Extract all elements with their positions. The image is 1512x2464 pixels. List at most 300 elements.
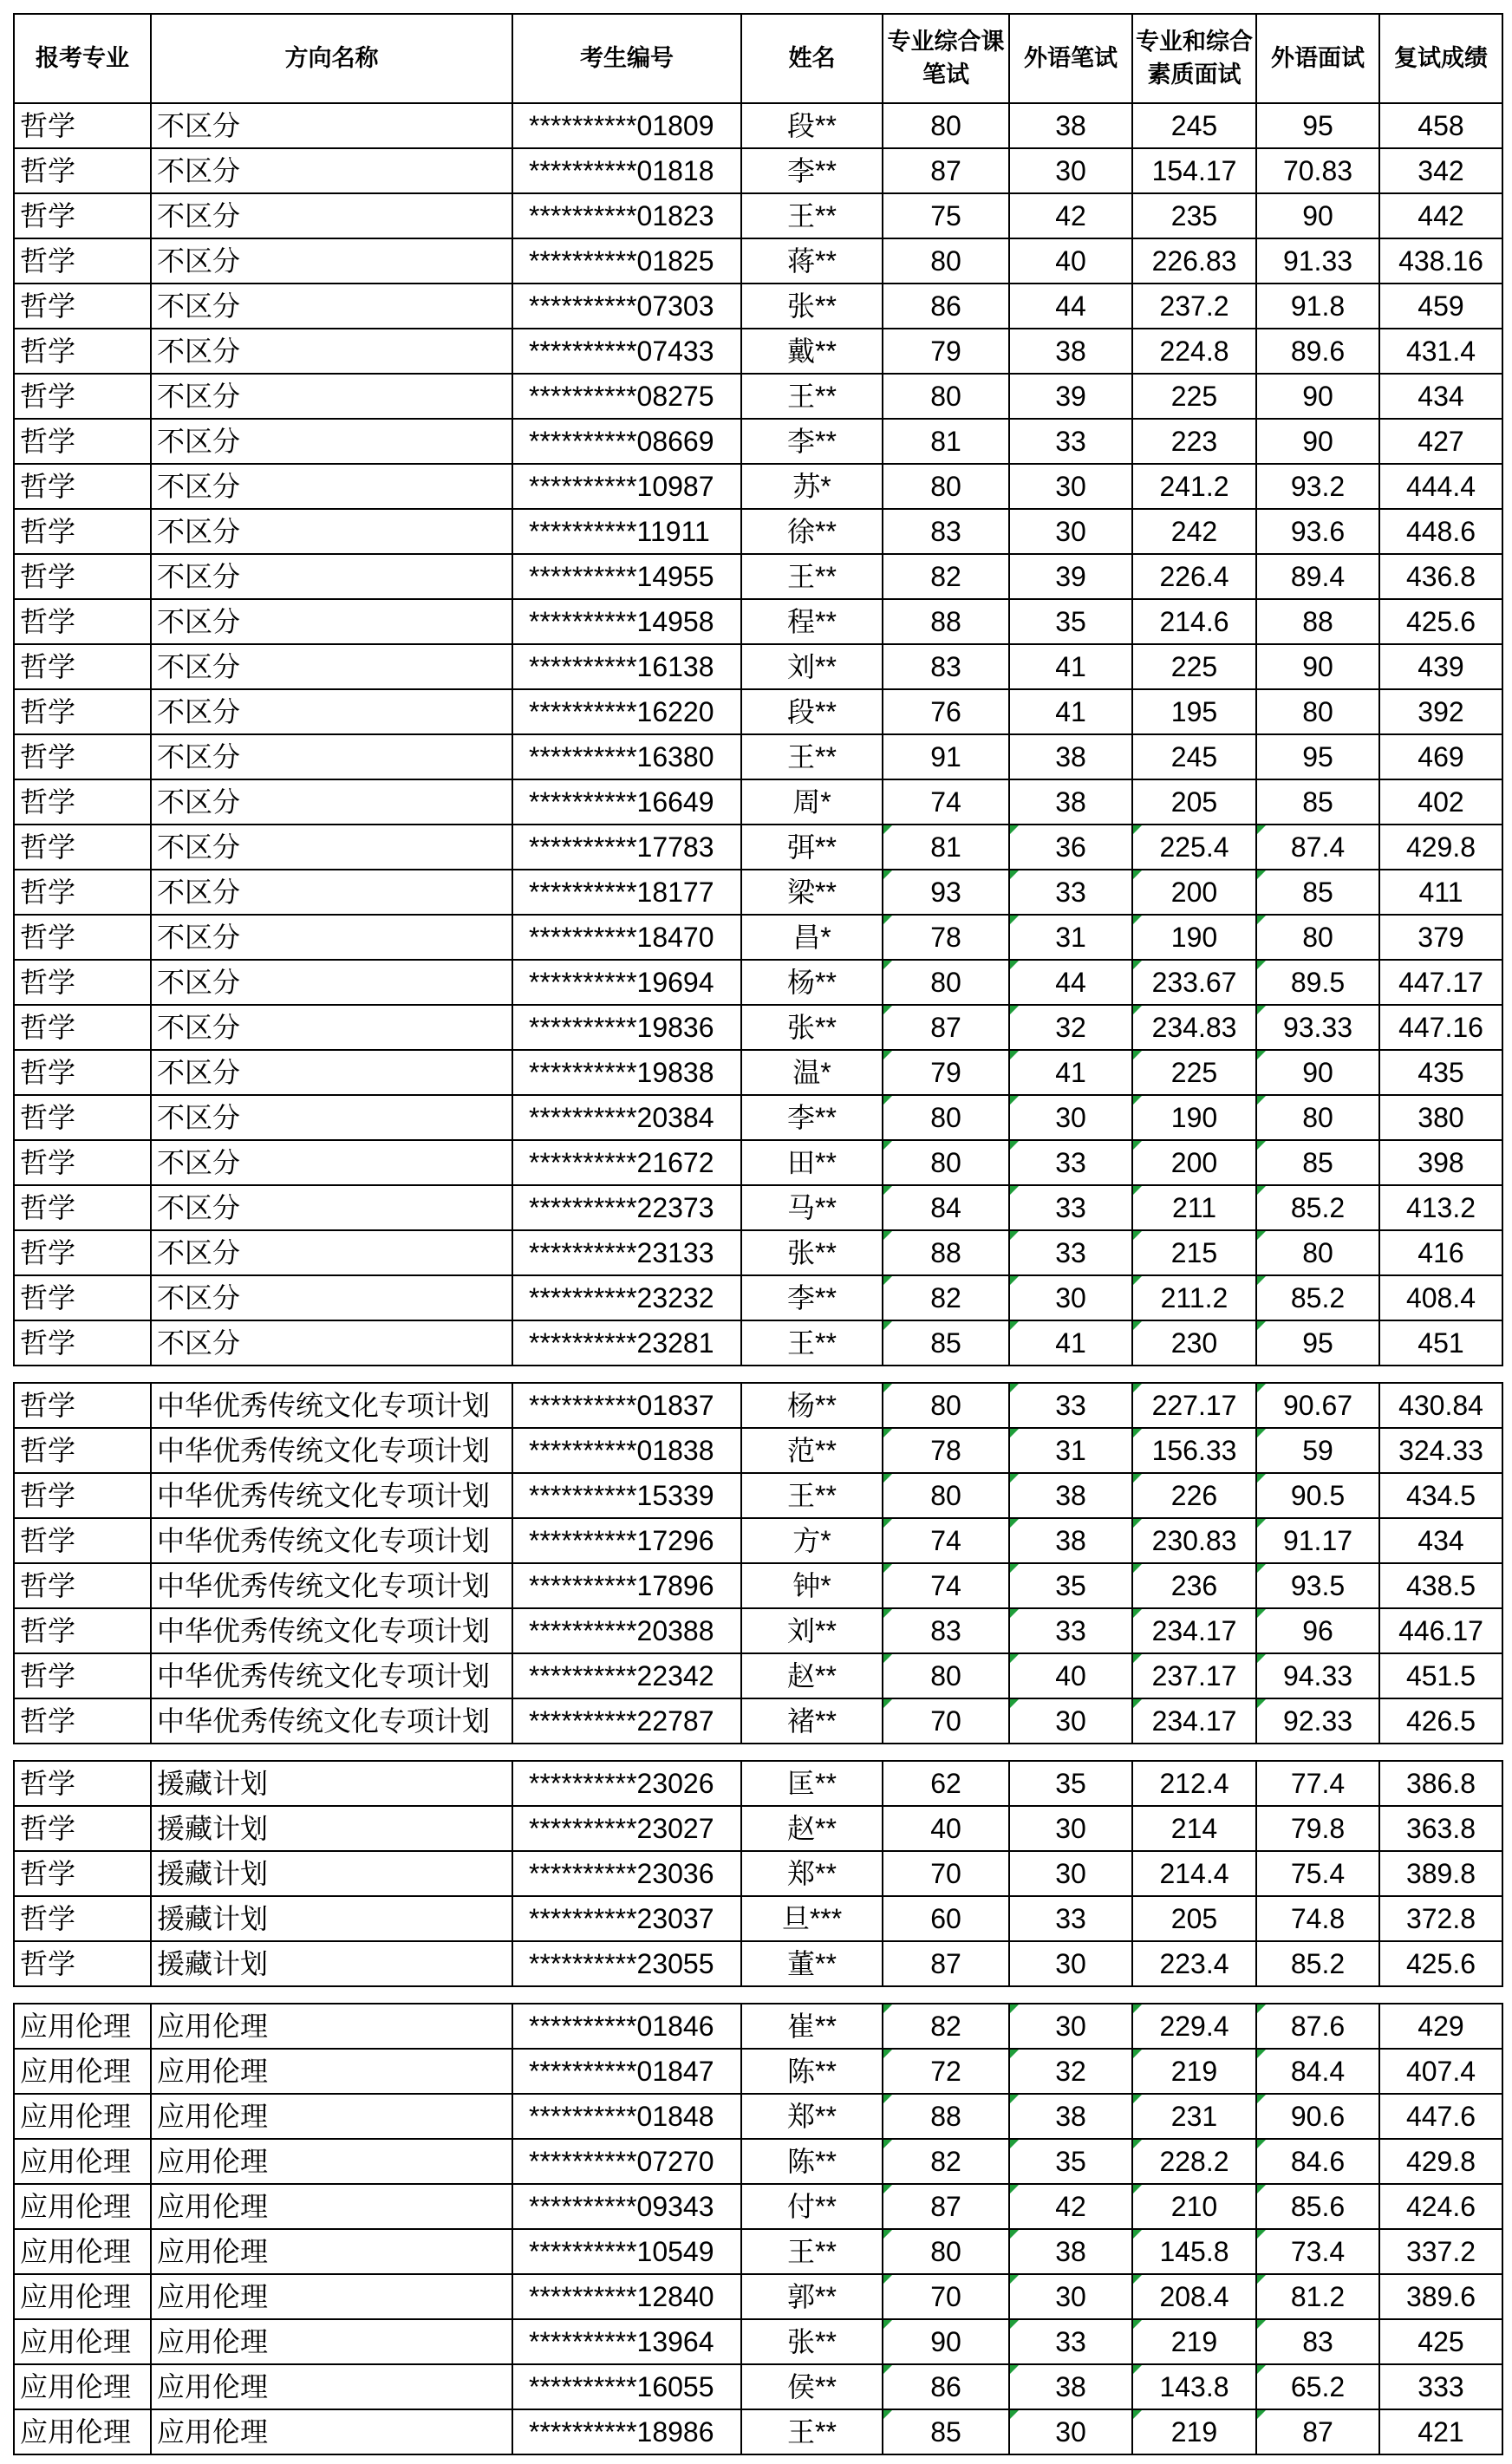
foreign-language-interview-score-cell: 90 xyxy=(1256,374,1379,419)
student-id-cell: **********07270 xyxy=(512,2139,741,2184)
foreign-language-written-score-cell: 30 xyxy=(1009,2409,1132,2454)
comp-written-score-cell: 88 xyxy=(883,599,1009,644)
comp-written-score-cell: 85 xyxy=(883,2409,1009,2454)
table-header xyxy=(14,14,1502,103)
student-name-cell: 弭** xyxy=(741,825,883,870)
retest-total-score-cell: 434.5 xyxy=(1379,1473,1502,1518)
direction-cell: 不区分 xyxy=(151,825,512,870)
comp-written-score-cell: 72 xyxy=(883,2049,1009,2094)
interview-score-cell: 190 xyxy=(1132,1095,1256,1140)
retest-total-score-cell: 380 xyxy=(1379,1095,1502,1140)
major-cell: 哲学 xyxy=(14,1140,151,1185)
student-name-cell: 郭** xyxy=(741,2274,883,2319)
major-cell: 应用伦理 xyxy=(14,2409,151,2454)
student-name-cell: 李** xyxy=(741,1095,883,1140)
foreign-language-written-score-cell: 35 xyxy=(1009,599,1132,644)
foreign-language-written-score-cell: 30 xyxy=(1009,1275,1132,1320)
foreign-language-written-score-cell: 33 xyxy=(1009,1383,1132,1428)
table-row xyxy=(14,2409,1502,2454)
interview-score-cell: 237.17 xyxy=(1132,1653,1256,1698)
retest-total-score-cell: 447.17 xyxy=(1379,960,1502,1005)
foreign-language-interview-score-cell: 90.5 xyxy=(1256,1473,1379,1518)
comp-written-score-cell: 81 xyxy=(883,825,1009,870)
foreign-language-written-score-cell: 35 xyxy=(1009,2139,1132,2184)
student-id-cell: **********17896 xyxy=(512,1563,741,1608)
foreign-language-interview-score-cell: 90 xyxy=(1256,1050,1379,1095)
student-name-cell: 苏* xyxy=(741,464,883,509)
direction-cell: 应用伦理 xyxy=(151,2004,512,2049)
direction-cell: 不区分 xyxy=(151,960,512,1005)
table-row xyxy=(14,1698,1502,1744)
foreign-language-written-score-cell: 38 xyxy=(1009,2364,1132,2409)
major-cell: 哲学 xyxy=(14,1428,151,1473)
retest-total-score-cell: 438.5 xyxy=(1379,1563,1502,1608)
table-row xyxy=(14,329,1502,374)
foreign-language-written-score-cell: 30 xyxy=(1009,1851,1132,1896)
direction-cell: 援藏计划 xyxy=(151,1896,512,1941)
header-retest-total: 复试成绩 xyxy=(1379,14,1502,103)
table-row xyxy=(14,870,1502,915)
student-name-cell: 王** xyxy=(741,2409,883,2454)
student-name-cell: 蒋** xyxy=(741,238,883,284)
student-id-cell: **********16220 xyxy=(512,689,741,734)
interview-score-cell: 205 xyxy=(1132,1896,1256,1941)
interview-score-cell: 211.2 xyxy=(1132,1275,1256,1320)
student-id-cell: **********01818 xyxy=(512,148,741,193)
direction-cell: 中华优秀传统文化专项计划 xyxy=(151,1563,512,1608)
interview-score-cell: 237.2 xyxy=(1132,284,1256,329)
foreign-language-written-score-cell: 30 xyxy=(1009,2274,1132,2319)
comp-written-score-cell: 79 xyxy=(883,329,1009,374)
major-cell: 哲学 xyxy=(14,915,151,960)
retest-total-score-cell: 363.8 xyxy=(1379,1806,1502,1851)
retest-total-score-cell: 430.84 xyxy=(1379,1383,1502,1428)
retest-total-score-cell: 446.17 xyxy=(1379,1608,1502,1653)
student-id-cell: **********07433 xyxy=(512,329,741,374)
foreign-language-written-score-cell: 33 xyxy=(1009,1896,1132,1941)
foreign-language-interview-score-cell: 77.4 xyxy=(1256,1761,1379,1806)
interview-score-cell: 145.8 xyxy=(1132,2229,1256,2274)
foreign-language-written-score-cell: 32 xyxy=(1009,1005,1132,1050)
student-id-cell: **********16138 xyxy=(512,644,741,689)
student-id-cell: **********17296 xyxy=(512,1518,741,1563)
interview-score-cell: 227.17 xyxy=(1132,1383,1256,1428)
direction-cell: 应用伦理 xyxy=(151,2274,512,2319)
student-name-cell: 王** xyxy=(741,2229,883,2274)
retest-total-score-cell: 333 xyxy=(1379,2364,1502,2409)
direction-cell: 援藏计划 xyxy=(151,1851,512,1896)
major-cell: 应用伦理 xyxy=(14,2049,151,2094)
student-id-cell: **********20384 xyxy=(512,1095,741,1140)
student-id-cell: **********09343 xyxy=(512,2184,741,2229)
foreign-language-interview-score-cell: 92.33 xyxy=(1256,1698,1379,1744)
major-cell: 应用伦理 xyxy=(14,2139,151,2184)
retest-total-score-cell: 469 xyxy=(1379,734,1502,779)
comp-written-score-cell: 80 xyxy=(883,1653,1009,1698)
direction-cell: 中华优秀传统文化专项计划 xyxy=(151,1608,512,1653)
interview-score-cell: 200 xyxy=(1132,870,1256,915)
student-name-cell: 王** xyxy=(741,1473,883,1518)
foreign-language-written-score-cell: 41 xyxy=(1009,1320,1132,1366)
foreign-language-written-score-cell: 30 xyxy=(1009,1806,1132,1851)
retest-total-score-cell: 425.6 xyxy=(1379,599,1502,644)
foreign-language-written-score-cell: 38 xyxy=(1009,779,1132,825)
table-row xyxy=(14,1608,1502,1653)
interview-score-cell: 225 xyxy=(1132,644,1256,689)
foreign-language-interview-score-cell: 65.2 xyxy=(1256,2364,1379,2409)
foreign-language-written-score-cell: 42 xyxy=(1009,2184,1132,2229)
interview-score-cell: 205 xyxy=(1132,779,1256,825)
interview-score-cell: 226.4 xyxy=(1132,554,1256,599)
retest-total-score-cell: 429 xyxy=(1379,2004,1502,2049)
table-row xyxy=(14,1941,1502,1986)
table-row xyxy=(14,1518,1502,1563)
student-id-cell: **********11911 xyxy=(512,509,741,554)
comp-written-score-cell: 80 xyxy=(883,464,1009,509)
retest-total-score-cell: 416 xyxy=(1379,1230,1502,1275)
retest-total-score-cell: 447.16 xyxy=(1379,1005,1502,1050)
foreign-language-interview-score-cell: 85 xyxy=(1256,1140,1379,1185)
retest-total-score-cell: 434 xyxy=(1379,1518,1502,1563)
major-cell: 哲学 xyxy=(14,1005,151,1050)
foreign-language-written-score-cell: 30 xyxy=(1009,1698,1132,1744)
student-id-cell: **********22342 xyxy=(512,1653,741,1698)
direction-cell: 不区分 xyxy=(151,1275,512,1320)
foreign-language-interview-score-cell: 80 xyxy=(1256,915,1379,960)
foreign-language-interview-score-cell: 91.8 xyxy=(1256,284,1379,329)
major-cell: 哲学 xyxy=(14,509,151,554)
interview-score-cell: 230.83 xyxy=(1132,1518,1256,1563)
interview-score-cell: 231 xyxy=(1132,2094,1256,2139)
table-row xyxy=(14,1383,1502,1428)
student-name-cell: 匡** xyxy=(741,1761,883,1806)
retest-total-score-cell: 389.6 xyxy=(1379,2274,1502,2319)
student-id-cell: **********16649 xyxy=(512,779,741,825)
student-name-cell: 李** xyxy=(741,148,883,193)
student-name-cell: 王** xyxy=(741,734,883,779)
direction-cell: 不区分 xyxy=(151,1230,512,1275)
comp-written-score-cell: 78 xyxy=(883,1428,1009,1473)
table-row xyxy=(14,374,1502,419)
major-cell: 哲学 xyxy=(14,1896,151,1941)
comp-written-score-cell: 82 xyxy=(883,554,1009,599)
student-id-cell: **********16380 xyxy=(512,734,741,779)
table-row xyxy=(14,1428,1502,1473)
foreign-language-written-score-cell: 35 xyxy=(1009,1563,1132,1608)
student-id-cell: **********01825 xyxy=(512,238,741,284)
foreign-language-interview-score-cell: 91.33 xyxy=(1256,238,1379,284)
student-name-cell: 杨** xyxy=(741,960,883,1005)
direction-cell: 应用伦理 xyxy=(151,2409,512,2454)
retest-total-score-cell: 431.4 xyxy=(1379,329,1502,374)
major-cell: 应用伦理 xyxy=(14,2229,151,2274)
student-id-cell: **********14955 xyxy=(512,554,741,599)
student-id-cell: **********15339 xyxy=(512,1473,741,1518)
comp-written-score-cell: 87 xyxy=(883,1941,1009,1986)
major-cell: 哲学 xyxy=(14,284,151,329)
retest-total-score-cell: 438.16 xyxy=(1379,238,1502,284)
interview-score-cell: 226 xyxy=(1132,1473,1256,1518)
direction-cell: 不区分 xyxy=(151,1140,512,1185)
interview-score-cell: 236 xyxy=(1132,1563,1256,1608)
interview-score-cell: 190 xyxy=(1132,915,1256,960)
student-id-cell: **********22373 xyxy=(512,1185,741,1230)
table-row xyxy=(14,554,1502,599)
interview-score-cell: 242 xyxy=(1132,509,1256,554)
retest-total-score-cell: 386.8 xyxy=(1379,1761,1502,1806)
student-name-cell: 周* xyxy=(741,779,883,825)
retest-total-score-cell: 411 xyxy=(1379,870,1502,915)
comp-written-score-cell: 86 xyxy=(883,2364,1009,2409)
student-id-cell: **********23133 xyxy=(512,1230,741,1275)
direction-cell: 中华优秀传统文化专项计划 xyxy=(151,1518,512,1563)
major-cell: 哲学 xyxy=(14,238,151,284)
foreign-language-written-score-cell: 33 xyxy=(1009,2319,1132,2364)
table-row xyxy=(14,284,1502,329)
comp-written-score-cell: 80 xyxy=(883,1095,1009,1140)
table-row xyxy=(14,419,1502,464)
student-id-cell: **********23027 xyxy=(512,1806,741,1851)
student-name-cell: 旦*** xyxy=(741,1896,883,1941)
interview-score-cell: 211 xyxy=(1132,1185,1256,1230)
table-row xyxy=(14,689,1502,734)
table-body xyxy=(14,1383,1502,1744)
major-cell: 哲学 xyxy=(14,374,151,419)
direction-cell: 应用伦理 xyxy=(151,2184,512,2229)
major-cell: 哲学 xyxy=(14,1851,151,1896)
foreign-language-interview-score-cell: 90 xyxy=(1256,193,1379,238)
foreign-language-written-score-cell: 31 xyxy=(1009,1428,1132,1473)
foreign-language-interview-score-cell: 95 xyxy=(1256,103,1379,148)
major-cell: 哲学 xyxy=(14,148,151,193)
foreign-language-interview-score-cell: 94.33 xyxy=(1256,1653,1379,1698)
major-cell: 应用伦理 xyxy=(14,2184,151,2229)
comp-written-score-cell: 84 xyxy=(883,1185,1009,1230)
student-id-cell: **********07303 xyxy=(512,284,741,329)
student-name-cell: 付** xyxy=(741,2184,883,2229)
foreign-language-written-score-cell: 40 xyxy=(1009,1653,1132,1698)
table-row xyxy=(14,1563,1502,1608)
retest-total-score-cell: 408.4 xyxy=(1379,1275,1502,1320)
major-cell: 哲学 xyxy=(14,329,151,374)
foreign-language-interview-score-cell: 74.8 xyxy=(1256,1896,1379,1941)
foreign-language-written-score-cell: 30 xyxy=(1009,509,1132,554)
table-row xyxy=(14,193,1502,238)
comp-written-score-cell: 40 xyxy=(883,1806,1009,1851)
retest-total-score-cell: 425 xyxy=(1379,2319,1502,2364)
direction-cell: 不区分 xyxy=(151,238,512,284)
interview-score-cell: 214 xyxy=(1132,1806,1256,1851)
comp-written-score-cell: 74 xyxy=(883,1563,1009,1608)
foreign-language-written-score-cell: 33 xyxy=(1009,1185,1132,1230)
foreign-language-written-score-cell: 38 xyxy=(1009,103,1132,148)
comp-written-score-cell: 85 xyxy=(883,1320,1009,1366)
comp-written-score-cell: 83 xyxy=(883,644,1009,689)
student-name-cell: 郑** xyxy=(741,2094,883,2139)
foreign-language-interview-score-cell: 80 xyxy=(1256,689,1379,734)
student-id-cell: **********16055 xyxy=(512,2364,741,2409)
student-id-cell: **********01809 xyxy=(512,103,741,148)
student-id-cell: **********12840 xyxy=(512,2274,741,2319)
foreign-language-written-score-cell: 33 xyxy=(1009,1140,1132,1185)
comp-written-score-cell: 82 xyxy=(883,2139,1009,2184)
student-name-cell: 刘** xyxy=(741,644,883,689)
retest-total-score-cell: 413.2 xyxy=(1379,1185,1502,1230)
student-id-cell: **********19838 xyxy=(512,1050,741,1095)
student-name-cell: 赵** xyxy=(741,1653,883,1698)
interview-score-cell: 219 xyxy=(1132,2049,1256,2094)
major-cell: 哲学 xyxy=(14,1653,151,1698)
direction-cell: 不区分 xyxy=(151,1005,512,1050)
interview-score-cell: 225.4 xyxy=(1132,825,1256,870)
direction-cell: 援藏计划 xyxy=(151,1941,512,1986)
foreign-language-written-score-cell: 30 xyxy=(1009,1095,1132,1140)
direction-cell: 不区分 xyxy=(151,644,512,689)
table-row xyxy=(14,238,1502,284)
table-row xyxy=(14,779,1502,825)
direction-cell: 不区分 xyxy=(151,193,512,238)
interview-score-cell: 219 xyxy=(1132,2319,1256,2364)
header-foreign-language-written: 外语笔试 xyxy=(1009,14,1132,103)
foreign-language-written-score-cell: 33 xyxy=(1009,419,1132,464)
comp-written-score-cell: 87 xyxy=(883,2184,1009,2229)
student-name-cell: 王** xyxy=(741,193,883,238)
header-interview-line1: 专业和综合 xyxy=(1136,28,1253,55)
comp-written-score-cell: 75 xyxy=(883,193,1009,238)
foreign-language-interview-score-cell: 59 xyxy=(1256,1428,1379,1473)
foreign-language-written-score-cell: 38 xyxy=(1009,329,1132,374)
major-cell: 哲学 xyxy=(14,1275,151,1320)
header-major: 报考专业 xyxy=(14,14,151,103)
direction-cell: 援藏计划 xyxy=(151,1761,512,1806)
header-interview xyxy=(1132,14,1256,103)
student-id-cell: **********01846 xyxy=(512,2004,741,2049)
table-row xyxy=(14,644,1502,689)
interview-score-cell: 229.4 xyxy=(1132,2004,1256,2049)
interview-score-cell: 219 xyxy=(1132,2409,1256,2454)
foreign-language-interview-score-cell: 87.6 xyxy=(1256,2004,1379,2049)
direction-cell: 不区分 xyxy=(151,689,512,734)
interview-score-cell: 215 xyxy=(1132,1230,1256,1275)
student-name-cell: 钟* xyxy=(741,1563,883,1608)
student-name-cell: 董** xyxy=(741,1941,883,1986)
student-id-cell: **********20388 xyxy=(512,1608,741,1653)
retest-total-score-cell: 426.5 xyxy=(1379,1698,1502,1744)
foreign-language-interview-score-cell: 85.6 xyxy=(1256,2184,1379,2229)
direction-cell: 中华优秀传统文化专项计划 xyxy=(151,1653,512,1698)
comp-written-score-cell: 88 xyxy=(883,2094,1009,2139)
retest-total-score-cell: 425.6 xyxy=(1379,1941,1502,1986)
foreign-language-interview-score-cell: 93.2 xyxy=(1256,464,1379,509)
interview-score-cell: 214.4 xyxy=(1132,1851,1256,1896)
retest-total-score-cell: 337.2 xyxy=(1379,2229,1502,2274)
retest-total-score-cell: 435 xyxy=(1379,1050,1502,1095)
foreign-language-written-score-cell: 38 xyxy=(1009,1518,1132,1563)
comp-written-score-cell: 80 xyxy=(883,374,1009,419)
student-id-cell: **********18470 xyxy=(512,915,741,960)
foreign-language-interview-score-cell: 85.2 xyxy=(1256,1275,1379,1320)
student-name-cell: 张** xyxy=(741,1005,883,1050)
header-foreign-language-interview: 外语面试 xyxy=(1256,14,1379,103)
table-row xyxy=(14,2094,1502,2139)
table-row xyxy=(14,1473,1502,1518)
interview-score-cell: 226.83 xyxy=(1132,238,1256,284)
student-id-cell: **********23232 xyxy=(512,1275,741,1320)
major-cell: 哲学 xyxy=(14,1698,151,1744)
student-name-cell: 崔** xyxy=(741,2004,883,2049)
comp-written-score-cell: 80 xyxy=(883,1140,1009,1185)
foreign-language-written-score-cell: 41 xyxy=(1009,689,1132,734)
foreign-language-written-score-cell: 42 xyxy=(1009,193,1132,238)
foreign-language-interview-score-cell: 85 xyxy=(1256,870,1379,915)
direction-cell: 中华优秀传统文化专项计划 xyxy=(151,1383,512,1428)
direction-cell: 不区分 xyxy=(151,915,512,960)
student-name-cell: 徐** xyxy=(741,509,883,554)
table-row xyxy=(14,1230,1502,1275)
student-id-cell: **********21672 xyxy=(512,1140,741,1185)
header-interview-line2: 素质面试 xyxy=(1147,61,1242,88)
interview-score-cell: 156.33 xyxy=(1132,1428,1256,1473)
table-row xyxy=(14,915,1502,960)
table-body xyxy=(14,1761,1502,1986)
comp-written-score-cell: 93 xyxy=(883,870,1009,915)
foreign-language-written-score-cell: 38 xyxy=(1009,1473,1132,1518)
header-comp-written-line2: 笔试 xyxy=(922,61,969,88)
interview-score-cell: 241.2 xyxy=(1132,464,1256,509)
comp-written-score-cell: 83 xyxy=(883,1608,1009,1653)
student-name-cell: 马** xyxy=(741,1185,883,1230)
direction-cell: 援藏计划 xyxy=(151,1806,512,1851)
interview-score-cell: 230 xyxy=(1132,1320,1256,1366)
retest-total-score-cell: 402 xyxy=(1379,779,1502,825)
comp-written-score-cell: 87 xyxy=(883,1005,1009,1050)
foreign-language-written-score-cell: 33 xyxy=(1009,870,1132,915)
foreign-language-interview-score-cell: 93.6 xyxy=(1256,509,1379,554)
major-cell: 哲学 xyxy=(14,1806,151,1851)
table-row xyxy=(14,734,1502,779)
comp-written-score-cell: 80 xyxy=(883,1383,1009,1428)
major-cell: 哲学 xyxy=(14,689,151,734)
comp-written-score-cell: 80 xyxy=(883,1473,1009,1518)
interview-score-cell: 234.83 xyxy=(1132,1005,1256,1050)
comp-written-score-cell: 80 xyxy=(883,960,1009,1005)
interview-score-cell: 212.4 xyxy=(1132,1761,1256,1806)
foreign-language-interview-score-cell: 91.17 xyxy=(1256,1518,1379,1563)
table-row xyxy=(14,1095,1502,1140)
comp-written-score-cell: 81 xyxy=(883,419,1009,464)
table-row xyxy=(14,103,1502,148)
direction-cell: 应用伦理 xyxy=(151,2139,512,2184)
student-id-cell: **********01837 xyxy=(512,1383,741,1428)
direction-cell: 应用伦理 xyxy=(151,2049,512,2094)
foreign-language-interview-score-cell: 73.4 xyxy=(1256,2229,1379,2274)
student-id-cell: **********13964 xyxy=(512,2319,741,2364)
interview-score-cell: 208.4 xyxy=(1132,2274,1256,2319)
student-name-cell: 褚** xyxy=(741,1698,883,1744)
student-name-cell: 梁** xyxy=(741,870,883,915)
retest-total-score-cell: 442 xyxy=(1379,193,1502,238)
student-name-cell: 张** xyxy=(741,2319,883,2364)
student-name-cell: 陈** xyxy=(741,2139,883,2184)
table-body xyxy=(14,2004,1502,2454)
interview-score-cell: 195 xyxy=(1132,689,1256,734)
foreign-language-written-score-cell: 39 xyxy=(1009,374,1132,419)
foreign-language-written-score-cell: 44 xyxy=(1009,960,1132,1005)
interview-score-cell: 210 xyxy=(1132,2184,1256,2229)
comp-written-score-cell: 74 xyxy=(883,1518,1009,1563)
table-row xyxy=(14,1851,1502,1896)
student-id-cell: **********19836 xyxy=(512,1005,741,1050)
